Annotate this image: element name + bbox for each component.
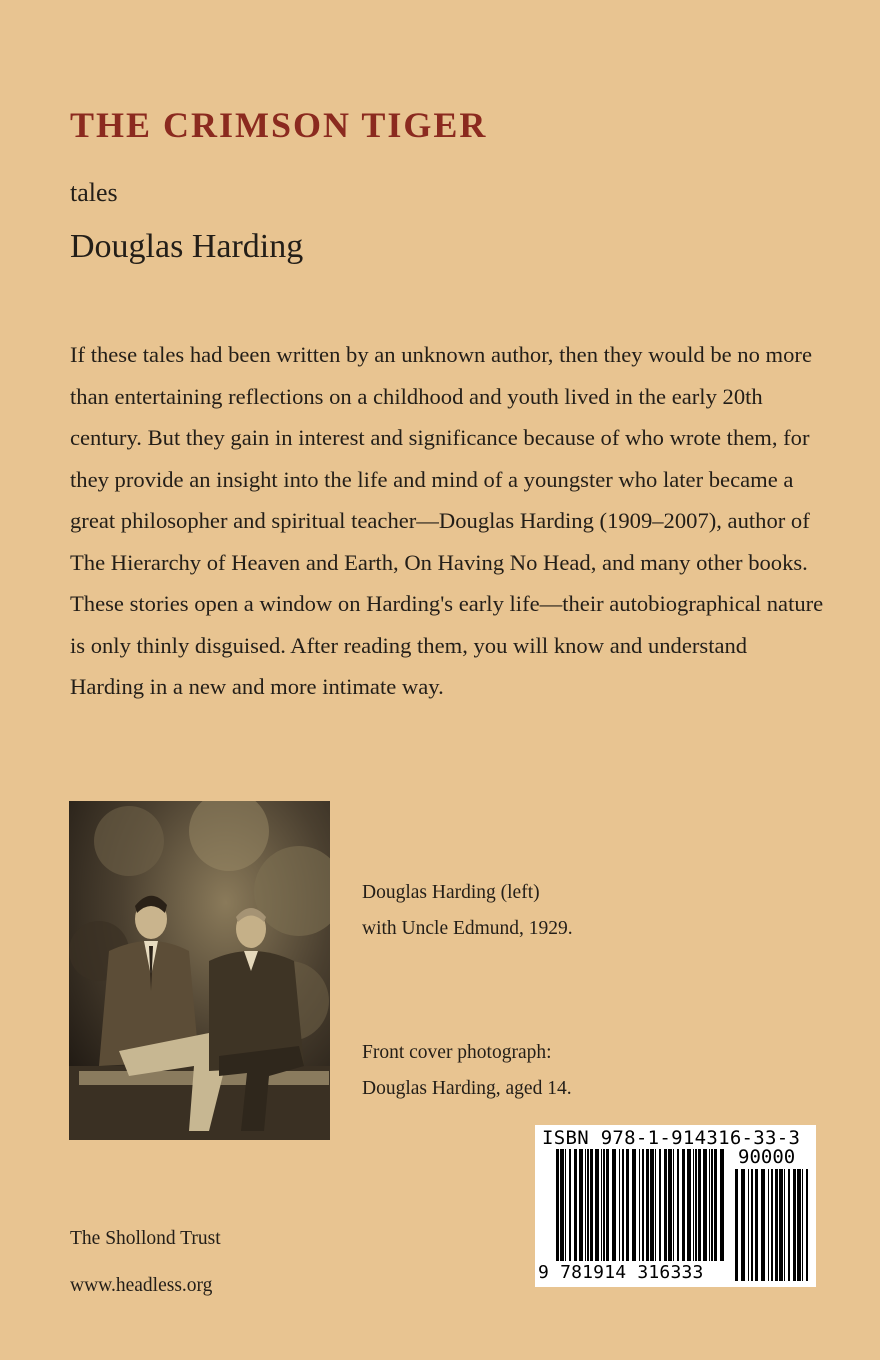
publisher-website: www.headless.org (70, 1275, 213, 1296)
barcode-bar (673, 1149, 674, 1261)
author-photo (69, 801, 330, 1140)
barcode-bar (797, 1169, 801, 1281)
barcode-bar (639, 1149, 640, 1261)
barcode-bar (748, 1169, 749, 1281)
barcode-bar (664, 1149, 667, 1261)
barcode-bar (687, 1149, 691, 1261)
book-title: THE CRIMSON TIGER (70, 105, 488, 145)
barcode-bar (788, 1169, 790, 1281)
book-author: Douglas Harding (70, 228, 304, 265)
barcode-bar (761, 1169, 765, 1281)
barcode-bar (771, 1169, 773, 1281)
barcode-bar (619, 1149, 620, 1261)
barcode-bar (775, 1169, 778, 1281)
isbn-barcode (535, 1125, 816, 1287)
barcode-bar (802, 1169, 803, 1281)
book-subtitle: tales (70, 178, 118, 207)
publisher-name: The Shollond Trust (70, 1228, 221, 1249)
barcode-bar (703, 1149, 707, 1261)
barcode-bar (626, 1149, 629, 1261)
barcode-bar (768, 1169, 769, 1281)
caption-line-1: Douglas Harding (left) (362, 882, 540, 903)
barcode-addon-bars (731, 1169, 811, 1281)
barcode-bar (711, 1149, 713, 1261)
barcode-bar (720, 1149, 724, 1261)
barcode-bar (574, 1149, 577, 1261)
barcode-addon-number: 90000 (738, 1146, 796, 1168)
front-cover-line-1: Front cover photograph: (362, 1042, 552, 1063)
barcode-bar (560, 1149, 564, 1261)
barcode-bar (682, 1149, 685, 1261)
barcode-bars (555, 1149, 725, 1261)
barcode-bar (632, 1149, 636, 1261)
barcode-bar (709, 1149, 710, 1261)
barcode-bar (612, 1149, 616, 1261)
barcode-bar (585, 1149, 586, 1261)
barcode-bar (784, 1169, 785, 1281)
barcode-bar (779, 1169, 783, 1281)
barcode-bar (606, 1149, 609, 1261)
barcode-bar (579, 1149, 583, 1261)
barcode-bar (677, 1149, 679, 1261)
barcode-bar (622, 1149, 624, 1261)
barcode-bar (793, 1169, 796, 1281)
barcode-bar (587, 1149, 589, 1261)
barcode-bar (735, 1169, 738, 1281)
barcode-bar (565, 1149, 566, 1261)
front-cover-credit (362, 1035, 572, 1107)
barcode-bar (655, 1149, 656, 1261)
barcode-bar (693, 1149, 694, 1261)
barcode-bar (751, 1169, 753, 1281)
barcode-bar (695, 1149, 697, 1261)
book-blurb: If these tales had been written by an unknown author, then they would be no more than entertaining reflections on a childhood and youth lived in the early 20th century. But they gain in interest and significance because of who wrote them, for they provide an insight into the life and mind of a youngster who later became a great philosopher and spiritual teacher—Douglas Harding (1909–2007), author of The Hierarchy of Heaven and Earth, On Having No Head, and many other books. These stories open a window on Harding's early life—their autobiographical nature is only thinly disguised. After reading them, you will know and understand Harding in a new and more intimate way. (70, 342, 824, 699)
isbn-label: ISBN 978-1-914316-33-3 (542, 1127, 801, 1149)
barcode-bar (601, 1149, 602, 1261)
barcode-bar (698, 1149, 701, 1261)
barcode-ean-number: 9 781914 316333 (538, 1262, 728, 1283)
barcode-bar (603, 1149, 605, 1261)
barcode-bar (569, 1149, 571, 1261)
sepia-photograph (69, 801, 330, 1140)
front-cover-line-2: Douglas Harding, aged 14. (362, 1078, 572, 1099)
caption-line-2: with Uncle Edmund, 1929. (362, 918, 573, 939)
photo-caption (362, 875, 573, 947)
barcode-bar (595, 1149, 599, 1261)
barcode-bar (741, 1169, 745, 1281)
barcode-bar (668, 1149, 672, 1261)
barcode-bar (714, 1149, 717, 1261)
barcode-bar (556, 1149, 559, 1261)
barcode-bar (755, 1169, 758, 1281)
barcode-bar (642, 1149, 644, 1261)
barcode-bar (646, 1149, 649, 1261)
barcode-bar (590, 1149, 593, 1261)
barcode-bar (650, 1149, 654, 1261)
barcode-bar (659, 1149, 661, 1261)
barcode-bar (806, 1169, 808, 1281)
